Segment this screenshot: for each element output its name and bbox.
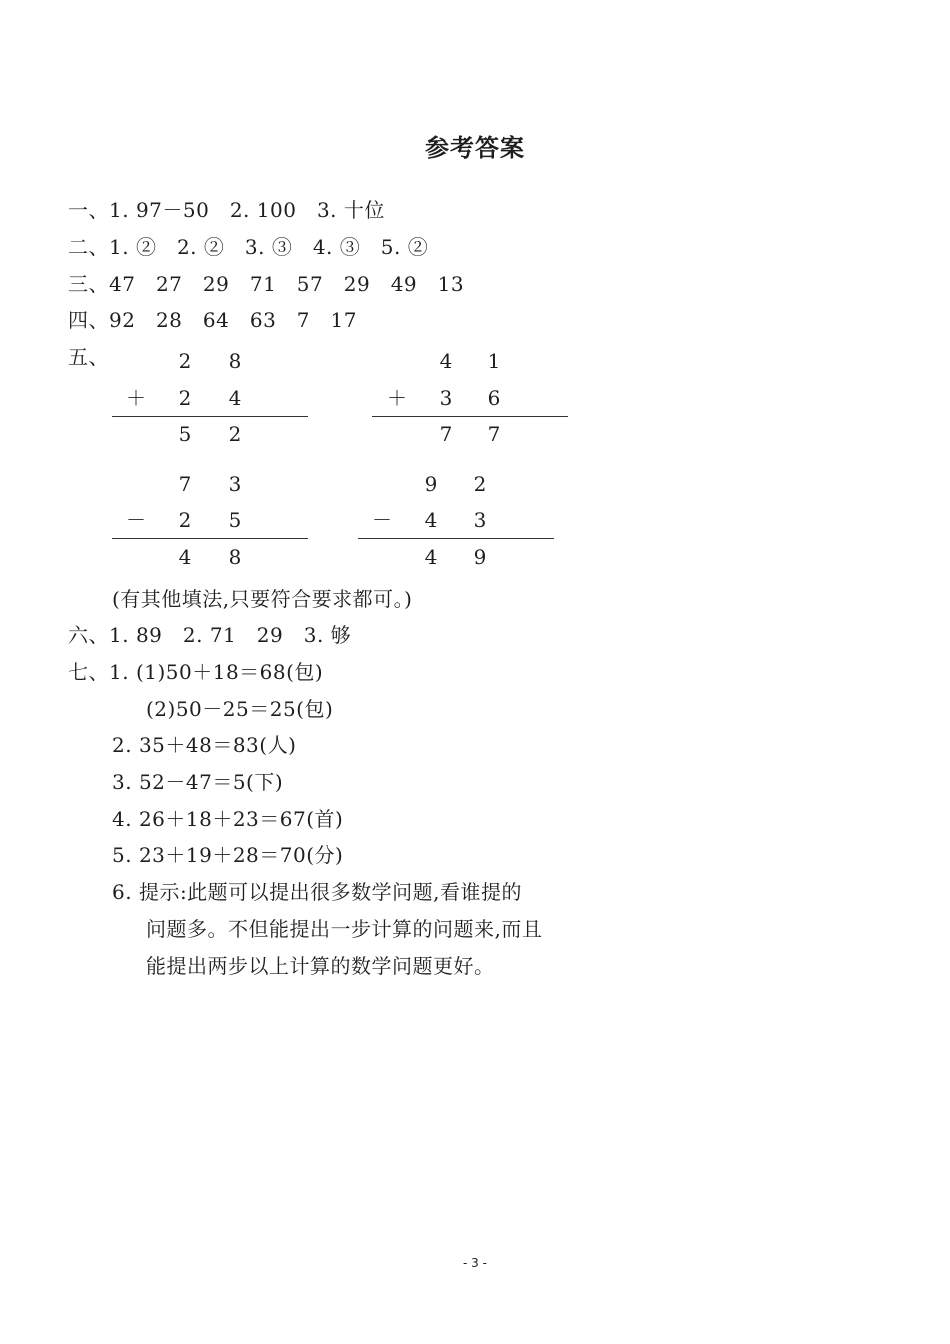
calc-divider: [358, 538, 554, 539]
answer-section-7-6-line1: 6. 提示:此题可以提出很多数学问题,看谁提的: [112, 880, 523, 904]
answer-section-7-3: 3. 52－47＝5(下): [112, 770, 284, 794]
answer-section-5-note: (有其他填法,只要符合要求都可。): [112, 587, 413, 611]
answer-section-2: 二、1. ② 2. ② 3. ③ 4. ③ 5. ②: [68, 235, 429, 259]
calc-digit: 7: [178, 472, 192, 496]
calc-digit: 3: [473, 508, 487, 532]
calc-result-digit: 4: [178, 545, 192, 569]
calc-digit: 4: [439, 349, 453, 373]
answer-section-5-label: 五、: [68, 345, 109, 369]
calc-operator: ＋: [387, 386, 407, 410]
calc-operator: －: [126, 508, 146, 532]
calc-digit: 8: [228, 349, 242, 373]
answer-section-6: 六、1. 89 2. 71 29 3. 够: [68, 623, 352, 647]
answer-section-7-6-line2: 问题多。不但能提出一步计算的问题来,而且: [146, 917, 543, 941]
answer-section-7-6-line3: 能提出两步以上计算的数学问题更好。: [146, 954, 495, 978]
page-number: - 3 -: [463, 1256, 487, 1270]
answer-section-7-5: 5. 23＋19＋28＝70(分): [112, 843, 344, 867]
calc-digit: 9: [424, 472, 438, 496]
calc-result-digit: 7: [439, 422, 453, 446]
calc-digit: 5: [228, 508, 242, 532]
calc-result-digit: 5: [178, 422, 192, 446]
answer-section-3: 三、47 27 29 71 57 29 49 13: [68, 272, 465, 296]
answer-section-7-1b: (2)50－25＝25(包): [146, 697, 334, 721]
calc-digit: 2: [178, 386, 192, 410]
calc-digit: 4: [228, 386, 242, 410]
calc-result-digit: 9: [473, 545, 487, 569]
calc-result-digit: 4: [424, 545, 438, 569]
calc-digit: 6: [487, 386, 501, 410]
calc-digit: 2: [178, 508, 192, 532]
page-title: 参考答案: [425, 134, 525, 162]
calc-divider: [112, 538, 308, 539]
calc-digit: 3: [439, 386, 453, 410]
calc-digit: 1: [487, 349, 501, 373]
calc-result-digit: 8: [228, 545, 242, 569]
calc-divider: [372, 416, 568, 417]
calc-divider: [112, 416, 308, 417]
calc-operator: －: [372, 508, 392, 532]
calc-digit: 2: [473, 472, 487, 496]
calc-digit: 2: [178, 349, 192, 373]
answer-section-7-2: 2. 35＋48＝83(人): [112, 733, 297, 757]
answer-section-7-1a: 七、1. (1)50＋18＝68(包): [68, 660, 324, 684]
calc-operator: ＋: [126, 386, 146, 410]
answer-section-4: 四、92 28 64 63 7 17: [68, 308, 357, 332]
calc-result-digit: 2: [228, 422, 242, 446]
calc-digit: 4: [424, 508, 438, 532]
calc-result-digit: 7: [487, 422, 501, 446]
calc-digit: 3: [228, 472, 242, 496]
answer-section-7-4: 4. 26＋18＋23＝67(首): [112, 807, 344, 831]
answer-section-1: 一、1. 97－50 2. 100 3. 十位: [68, 198, 385, 222]
